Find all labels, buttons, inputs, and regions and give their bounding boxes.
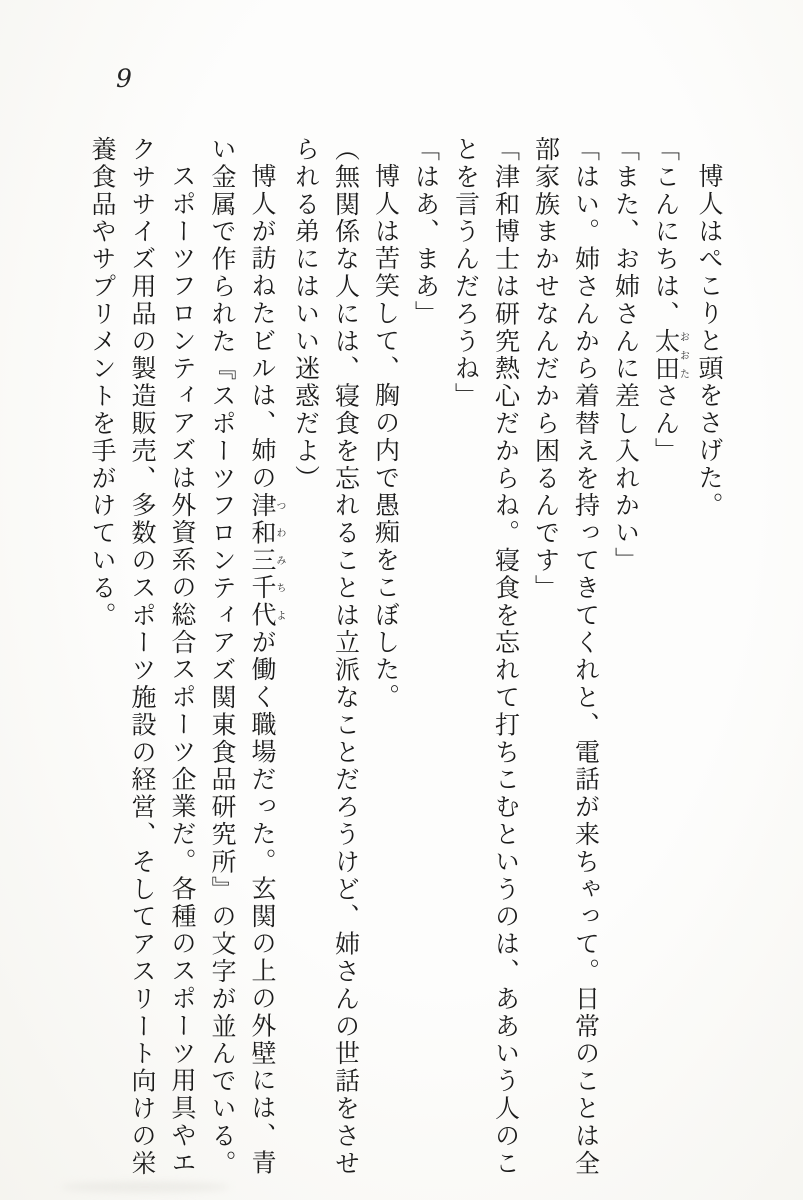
paragraph: 博人はぺこりと頭をさげた。 xyxy=(695,163,722,520)
furigana-ruby: 津和三千代 つわみちよ xyxy=(248,491,285,629)
paragraph: 「はあ、まあ」 xyxy=(411,136,439,328)
paragraph: 「また、お姉さんに差し入れかい」 xyxy=(611,136,639,575)
vertical-text-block xyxy=(81,136,728,1180)
paragraph: スポーツフロンティアズは外資系の総合スポーツ企業だ。各種のスポーツ用具やエクササイズ用品の製造販売、多数のスポーツ施設の経営、そしてアスリート向けの栄養食品やサプリメントを手がけている。 xyxy=(88,136,195,1178)
paragraph: （無関係な人には、寝食を忘れることは立派なことだろうけど、姉さんの世話をさせられる弟にはいい迷惑だよ） xyxy=(291,136,359,1178)
paragraph: 「津和博士は研究熱心だからね。寝食を忘れて打ちこむというのは、ああいう人のことを言うんだろうね」 xyxy=(451,136,519,1178)
page-number: 9 xyxy=(116,64,132,93)
paragraph: 博人は苦笑して、胸の内で愚痴をこぼした。 xyxy=(371,163,399,711)
paragraph: 「こんにちは、太田 おおたさん」 xyxy=(651,136,689,465)
furigana-ruby: 太田 おおた xyxy=(651,327,689,383)
paragraph: 「はい。姉さんから着替えを持ってきてくれと、電話が来ちゃって。日常のことは全部家族まかせなんだから困るんです」 xyxy=(531,136,599,1178)
scan-artifact xyxy=(60,1182,230,1192)
furigana-text: おおた xyxy=(677,327,689,383)
paragraph: 博人が訪ねたビルは、姉の津和三千代 つわみちよが働く職場だった。玄関の上の外壁には、青い金属で作られた『スポーツフロンティアズ関東食品研究所』の文字が並んでいる。 xyxy=(208,136,285,1178)
furigana-text: つわみちよ xyxy=(274,491,285,629)
